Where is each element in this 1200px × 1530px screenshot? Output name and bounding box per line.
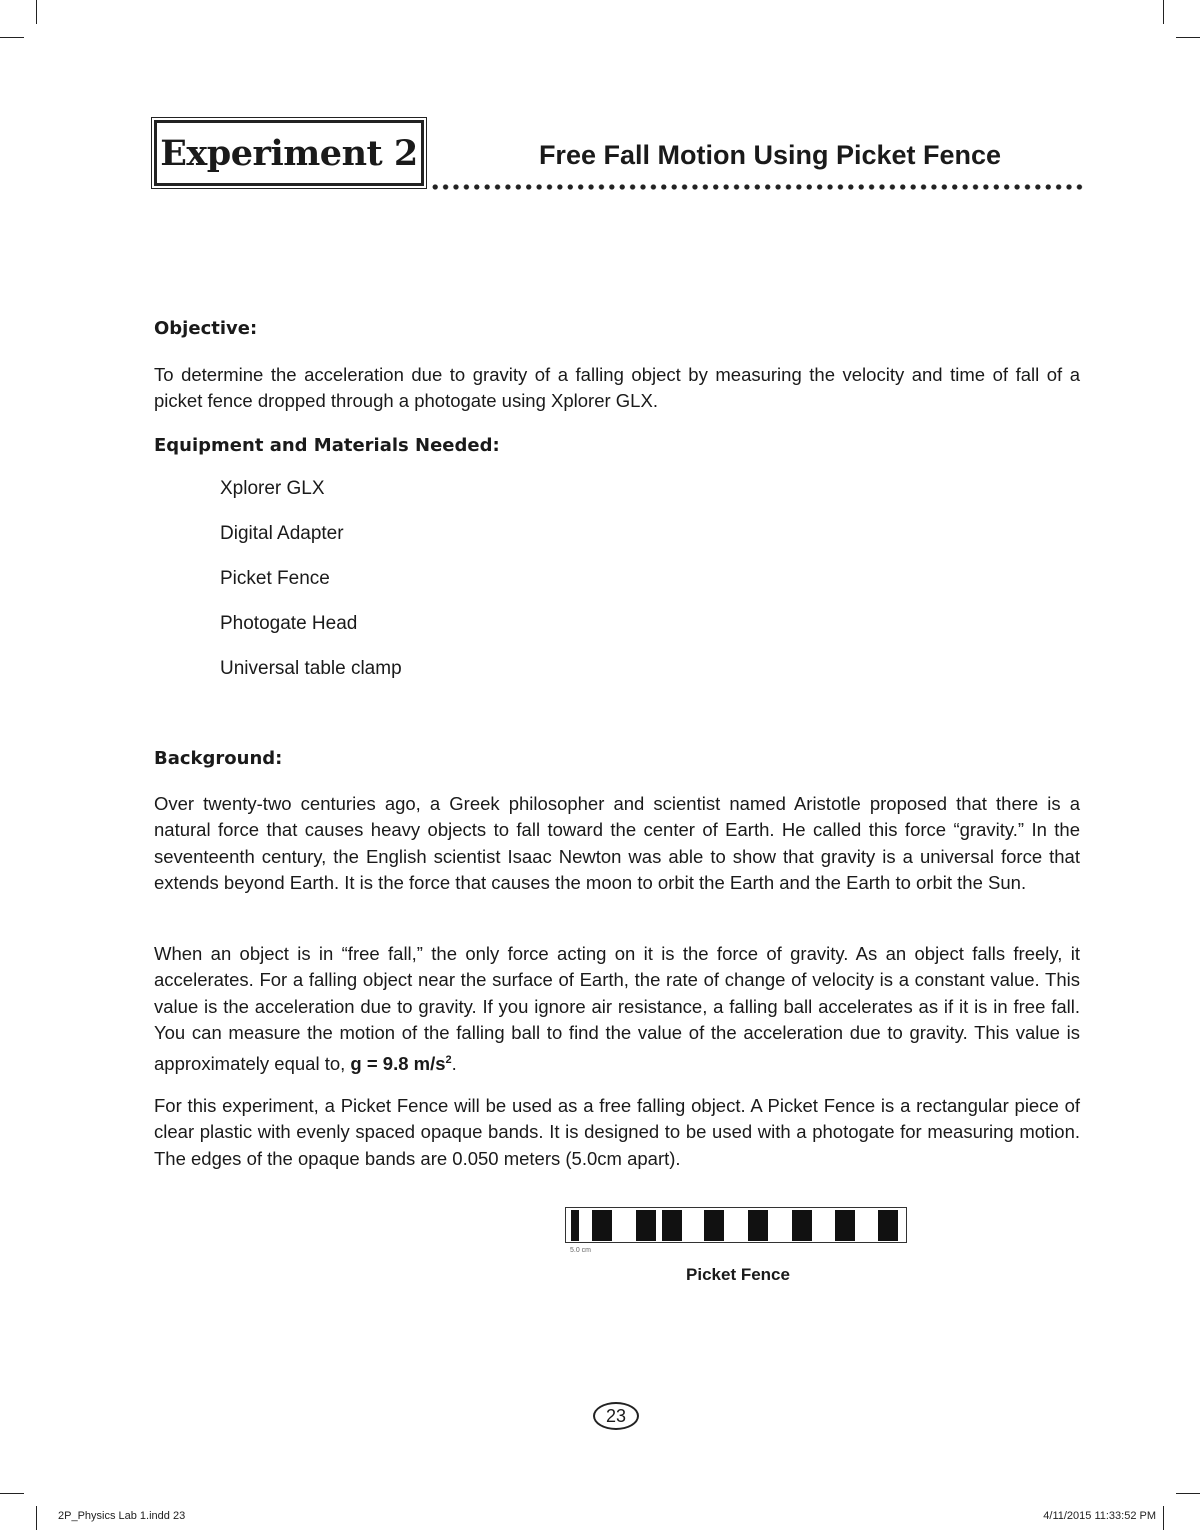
page-title: Free Fall Motion Using Picket Fence (538, 140, 1002, 170)
crop-mark (1176, 1493, 1200, 1494)
opaque-band (792, 1210, 812, 1241)
crop-mark (36, 1506, 37, 1530)
opaque-band (636, 1210, 656, 1241)
opaque-band (835, 1210, 855, 1241)
objective-heading: Objective: (154, 318, 258, 339)
slug-filename: 2P_Physics Lab 1.indd 23 (58, 1510, 186, 1522)
opaque-band (704, 1210, 724, 1241)
figure-caption: Picket Fence (686, 1265, 790, 1284)
background-paragraph-1: Over twenty-two centuries ago, a Greek philosopher and scientist named Aristotle proposed that there is a natural force that causes heavy objects to fall toward the center of Earth. He called this force “gravity.” In the seventeenth century, the English scientist Isaac Newton was able to show that gravity is a universal force that extends beyond Earth. It is the force that causes the moon to orbit the Earth and the Earth to orbit the Sun. (154, 793, 1080, 894)
dotted-divider (430, 183, 1084, 191)
crop-mark (1176, 37, 1200, 38)
opaque-band (662, 1210, 682, 1241)
fence-scale-label: 5.0 cm (570, 1247, 592, 1254)
crop-mark (0, 37, 24, 38)
equipment-item: Universal table clamp (220, 658, 402, 679)
crop-mark (36, 0, 37, 24)
background-paragraph-2: When an object is in “free fall,” the only force acting on it is the force of gravity. As an object falls freely, it accelerates. For a falling object near the surface of Earth, the rate of change of velocity is a constant value. This value is the acceleration due to gravity. If you ignore air resistance, a falling ball accelerates as if it is in free fall. You can measure the motion of the falling ball to find the value of the acceleration due to gravity. This value is approximately equal to, g = 9.8 $m/s^2$. (154, 943, 1080, 1074)
equipment-heading: Equipment and Materials Needed: (154, 435, 500, 456)
equipment-item: Xplorer GLX (220, 478, 325, 499)
equipment-item: Digital Adapter (220, 523, 344, 544)
opaque-band (592, 1210, 612, 1241)
picket-fence-figure (565, 1207, 907, 1243)
opaque-band (878, 1210, 898, 1241)
page-number: 23 (593, 1402, 639, 1430)
background-paragraph-3: For this experiment, a Picket Fence will be used as a free falling object. A Picket Fence is a rectangular piece of clear plastic with evenly spaced opaque bands. It is designed to be used with a photogate for measuring motion. The edges of the opaque bands are 0.050 meters (5.0cm apart). (154, 1095, 1080, 1169)
paragraph-text: When an object is in “free fall,” the only force acting on it is the force of gravity. As an object falls freely, it accelerates. For a falling object near the surface of Earth, the rate of change of velocity is a constant value. This value is the acceleration due to gravity. If you ignore air resistance, a falling ball accelerates as if it is in free fall. You can measure the motion of the falling ball to find the value of the acceleration due to gravity. This value is approximately equal to, (154, 943, 1080, 1074)
crop-mark (1163, 1506, 1164, 1530)
gravity-formula: g = 9.8 $m/s^2$ (350, 1052, 452, 1074)
crop-mark (1163, 0, 1164, 24)
experiment-label: Experiment 2 (154, 120, 424, 186)
equipment-item: Photogate Head (220, 613, 358, 634)
fence-edge (571, 1210, 579, 1241)
equipment-item: Picket Fence (220, 568, 330, 589)
objective-text: To determine the acceleration due to gravity of a falling object by measuring the velocity and time of fall of a picket fence dropped through a photogate using Xplorer GLX. (154, 364, 1080, 412)
opaque-band (748, 1210, 768, 1241)
crop-mark (0, 1493, 24, 1494)
background-heading: Background: (154, 748, 283, 769)
slug-timestamp: 4/11/2015 11:33:52 PM (1043, 1510, 1156, 1522)
